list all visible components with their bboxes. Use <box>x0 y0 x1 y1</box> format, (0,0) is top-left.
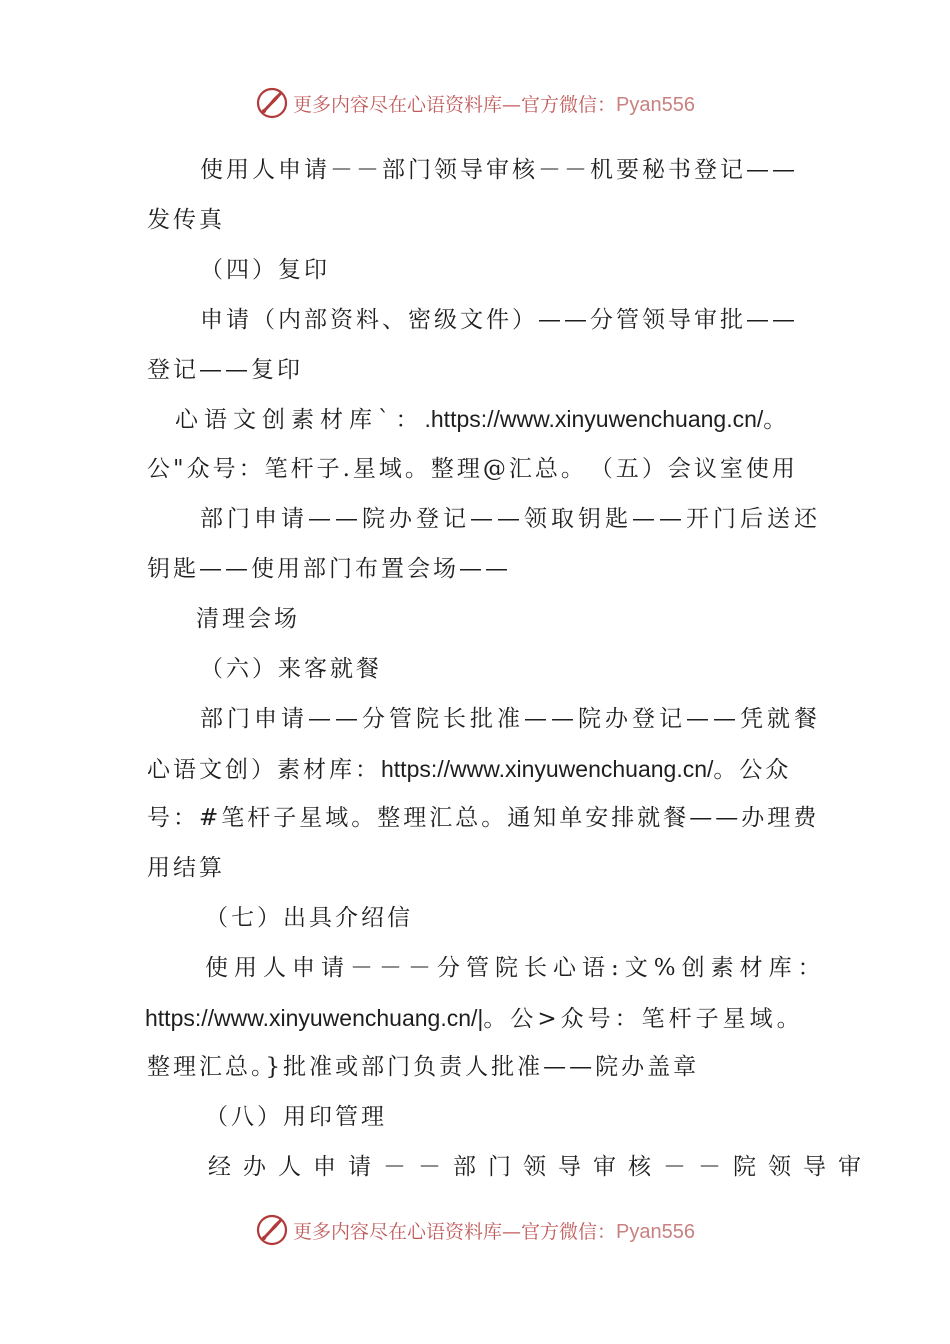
text-line: 整理汇总。}批准或部门负责人批准——院办盖章 <box>147 1054 700 1080</box>
section-heading: （六）来客就餐 <box>200 656 382 682</box>
text-line: https://www.xinyuwenchuang.cn/|。公>众号：笔杆子星域。 <box>145 1005 804 1032</box>
quill-logo-icon <box>255 86 289 120</box>
section-heading: （七）出具介绍信 <box>205 905 413 931</box>
header-banner <box>0 83 950 123</box>
text-line: 发传真 <box>147 207 225 233</box>
section-heading: （八）用印管理 <box>205 1104 387 1130</box>
wechat-account: Pyan556 <box>616 1220 695 1243</box>
wechat-account: Pyan556 <box>616 93 695 116</box>
banner-text: 更多内容尽在心语资料库—官方微信：Pyan556 <box>293 93 695 116</box>
text-line: 钥匙——使用部门布置会场—— <box>147 556 511 582</box>
text-line: 部门申请——院办登记——领取钥匙——开门后送还 <box>200 506 821 532</box>
text-line: 登记——复印 <box>147 357 303 383</box>
text-line: 使用人申请－－－分管院长心语:文%创素材库： <box>205 955 827 981</box>
text-line: 号：#笔杆子星域。整理汇总。通知单安排就餐——办理费 <box>147 805 820 831</box>
text-line: 公"众号：笔杆子.星域。整理@汇总。 （五）会议室使用 <box>147 456 798 482</box>
footer-banner <box>0 1210 950 1250</box>
website-link[interactable]: https://www.xinyuwenchuang.cn/ <box>381 756 714 782</box>
text-line: 心语文创素材库`：.https://www.xinyuwenchuang.cn/。 <box>175 406 793 433</box>
quill-logo-icon <box>255 1213 289 1247</box>
text-line: 使用人申请－－部门领导审核－－机要秘书登记—— <box>200 157 798 183</box>
text-line: 清理会场 <box>196 606 300 632</box>
text-line: 申请（内部资料、密级文件）——分管领导审批—— <box>200 307 798 333</box>
banner-text: 更多内容尽在心语资料库—官方微信：Pyan556 <box>293 1220 695 1243</box>
website-link[interactable]: https://www.xinyuwenchuang.cn/| <box>145 1005 484 1031</box>
text-line: 心语文创）素材库：https://www.xinyuwenchuang.cn/。公众 <box>147 756 792 783</box>
text-line: 经办人申请－－部门领导审核－－院领导审 <box>208 1154 873 1180</box>
website-link[interactable]: .https://www.xinyuwenchuang.cn/ <box>424 406 764 432</box>
text-line: 用结算 <box>147 855 225 881</box>
section-heading: （四）复印 <box>200 257 330 283</box>
text-line: 部门申请——分管院长批准——院办登记——凭就餐 <box>200 706 821 732</box>
